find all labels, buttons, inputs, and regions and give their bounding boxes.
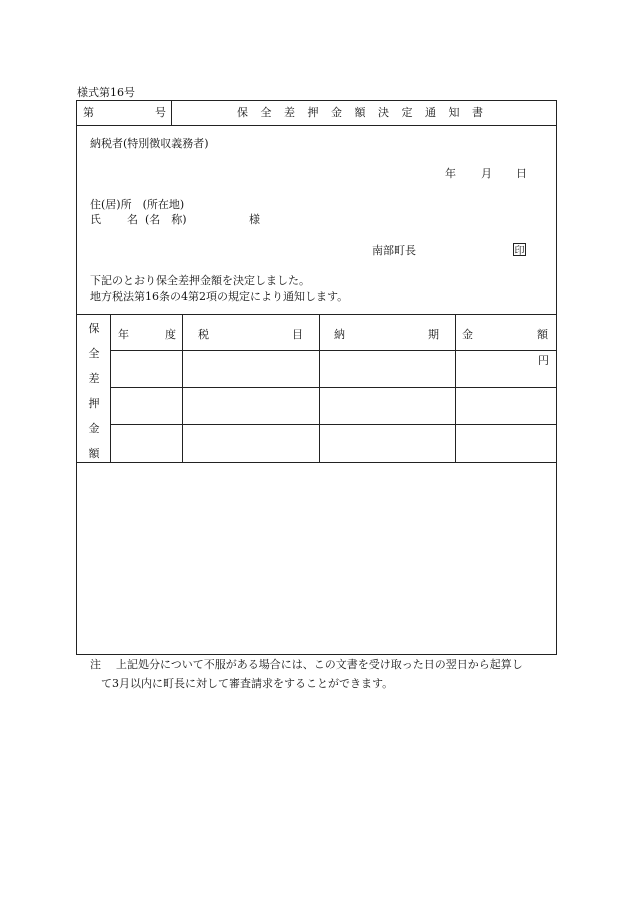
table-col-line-2 bbox=[319, 314, 320, 462]
title-char: 通 bbox=[425, 106, 436, 119]
side-label-char: 額 bbox=[88, 447, 100, 460]
title-char: 定 bbox=[401, 106, 413, 119]
addressee-label: 納税者(特別徴収義務者) bbox=[90, 137, 209, 150]
header-payment-period-b: 期 bbox=[428, 328, 439, 341]
date-year: 年 bbox=[445, 167, 456, 180]
issuer-name: 南部町長 bbox=[372, 244, 416, 257]
side-label-char: 差 bbox=[88, 372, 100, 385]
header-payment-period bbox=[334, 329, 439, 340]
table-side-label bbox=[87, 322, 101, 472]
side-label-char: 押 bbox=[88, 397, 100, 410]
table-col-line-3 bbox=[455, 314, 456, 462]
header-tax-item bbox=[198, 329, 303, 340]
note-line-1: 上記処分について不服がある場合には、この文書を受け取った日の翌日から起算し bbox=[116, 658, 523, 671]
name-label-a: 氏 bbox=[90, 213, 101, 226]
form-frame bbox=[76, 100, 557, 655]
header-amount bbox=[462, 329, 548, 340]
title-char: 差 bbox=[284, 106, 295, 119]
header-tax-item-a: 税 bbox=[198, 328, 209, 341]
table-row-line-1 bbox=[110, 387, 557, 388]
title-char: 額 bbox=[354, 106, 366, 119]
header-fiscal-year bbox=[118, 329, 176, 340]
header-divider bbox=[76, 125, 557, 126]
form-number: 様式第16号 bbox=[77, 86, 135, 99]
title-char: 全 bbox=[260, 106, 272, 119]
header-tax-item-b: 目 bbox=[292, 328, 303, 341]
amount-unit: 円 bbox=[538, 354, 549, 367]
table-bottom-line bbox=[76, 462, 557, 463]
title-char: 決 bbox=[378, 106, 389, 119]
document-number-suffix: 号 bbox=[155, 106, 166, 119]
title-char: 金 bbox=[331, 106, 342, 119]
table-col-line-0 bbox=[110, 314, 111, 462]
table-top-line bbox=[76, 314, 557, 315]
table-header-line bbox=[110, 350, 557, 351]
header-amount-b: 額 bbox=[537, 328, 548, 341]
date-day: 日 bbox=[516, 167, 527, 180]
header-amount-a: 金 bbox=[462, 328, 473, 341]
seal-mark: 印 bbox=[513, 243, 526, 256]
table-col-line-1 bbox=[182, 314, 183, 462]
header-fiscal-year-b: 度 bbox=[165, 328, 176, 341]
note-prefix: 注 bbox=[90, 658, 101, 671]
side-label-char: 金 bbox=[88, 422, 100, 435]
side-label-char: 全 bbox=[88, 347, 100, 360]
honorific: 様 bbox=[249, 213, 260, 226]
header-fiscal-year-a: 年 bbox=[118, 328, 129, 341]
header-vertical-divider bbox=[171, 100, 172, 125]
body-line-2: 地方税法第16条の4第2項の規定により通知します。 bbox=[90, 290, 349, 303]
note-line-2: て3月以内に町長に対して審査請求をすることができます。 bbox=[101, 677, 394, 690]
document-number-prefix: 第 bbox=[83, 106, 94, 119]
name-label-b: 名 bbox=[127, 213, 138, 226]
title-char: 保 bbox=[237, 106, 248, 119]
date-month: 月 bbox=[481, 167, 492, 180]
side-label-char: 保 bbox=[88, 322, 100, 335]
title-char: 押 bbox=[307, 106, 319, 119]
address-label: 住(居)所 (所在地) bbox=[90, 198, 185, 211]
title-char: 知 bbox=[448, 106, 460, 119]
table-row-line-2 bbox=[110, 424, 557, 425]
name-label-c: (名 称) bbox=[145, 213, 187, 226]
body-line-1: 下記のとおり保全差押金額を決定しました。 bbox=[90, 274, 310, 287]
title-char: 書 bbox=[472, 106, 483, 119]
document-title bbox=[237, 107, 483, 118]
header-payment-period-a: 納 bbox=[334, 328, 345, 341]
